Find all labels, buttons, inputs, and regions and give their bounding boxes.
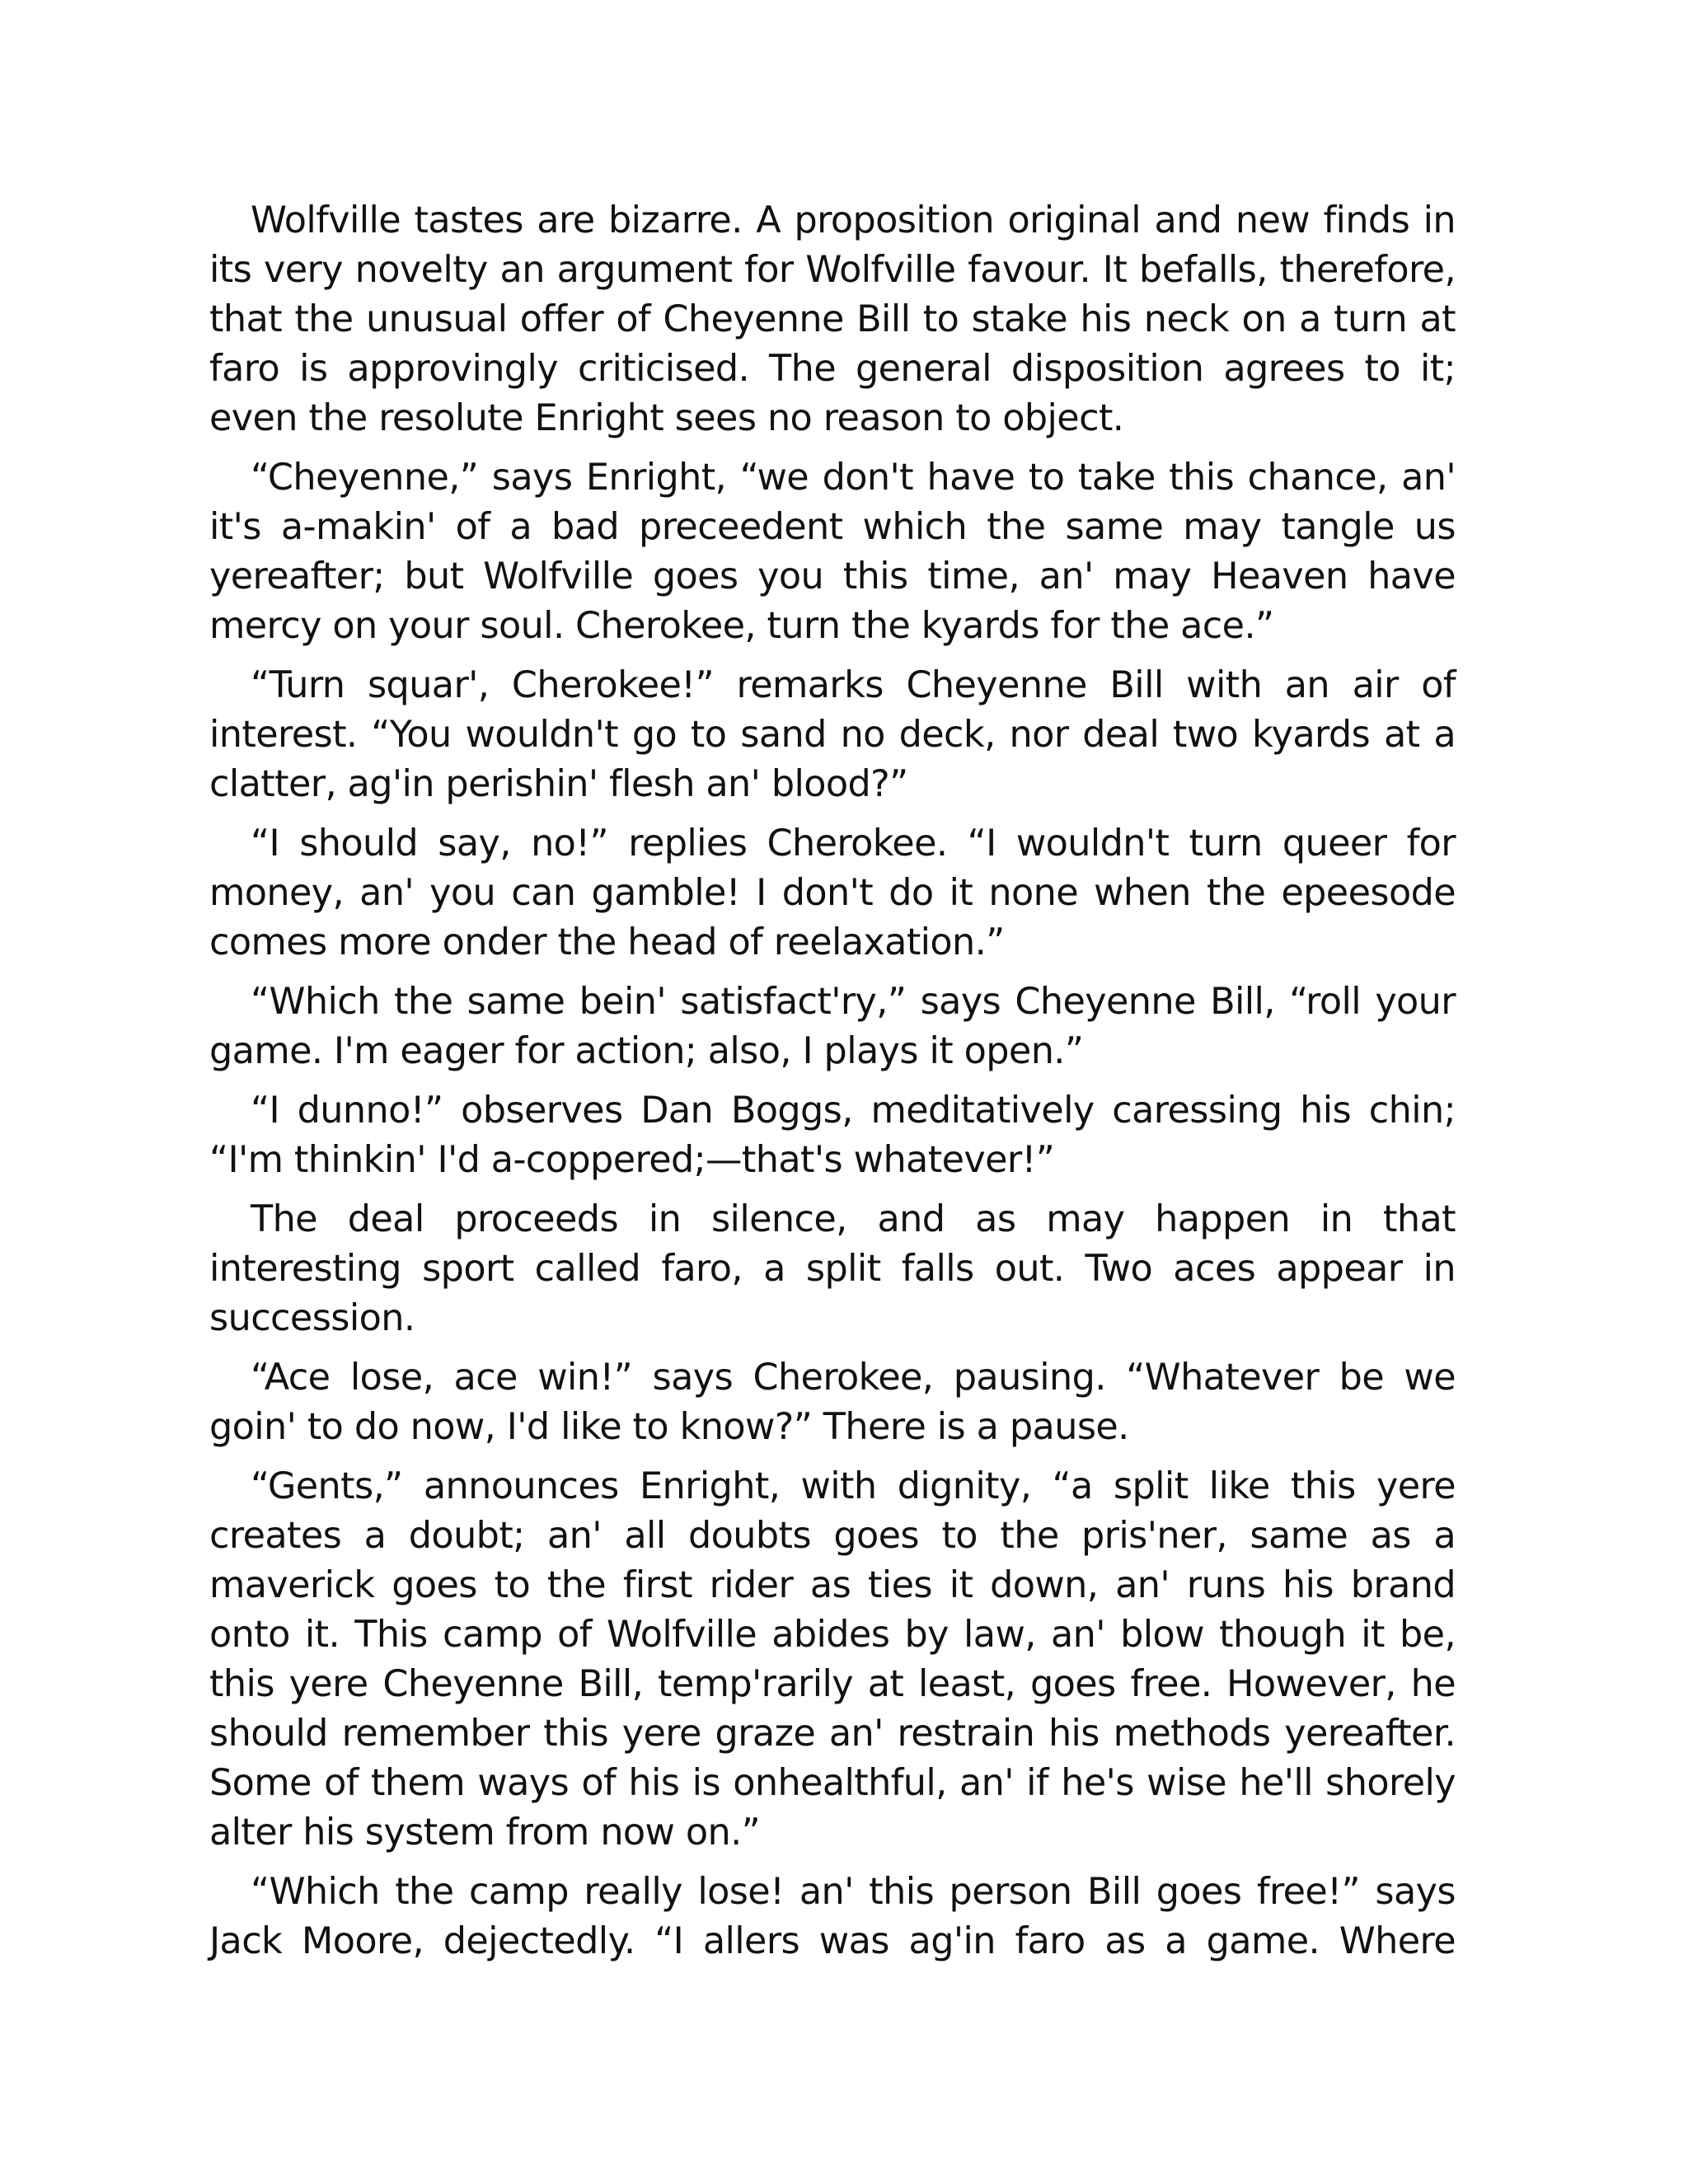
paragraph-3: “Turn squar', Cherokee!” remarks Cheyenne Bill with an air of interest. “You wouldn't go to sand no deck, nor deal two kyards at a clatter, ag'in perishin' flesh an' blood?” (209, 664, 1456, 805)
paragraph-5: “Which the same bein' satisfact'ry,” says Cheyenne Bill, “roll your game. I'm eager for action; also, I plays it open.” (209, 981, 1456, 1072)
paragraph-10: “Which the camp really lose! an' this person Bill goes free!” says Jack Moore, dejectedly. “I allers was ag'in faro as a game. Where (209, 1871, 1456, 1962)
paragraph-2: “Cheyenne,” says Enright, “we don't have to take this chance, an' it's a-makin' of a bad preceedent which the same may tangle us yereafter; but Wolfville goes you this time, an' may Heaven have mercy on your soul. Cherokee, turn the kyards for the ace.” (209, 457, 1456, 647)
page-body (209, 196, 1456, 1966)
paragraph-4: “I should say, no!” replies Cherokee. “I wouldn't turn queer for money, an' you can gamble! I don't do it none when the epeesode comes more onder the head of reelaxation.” (209, 823, 1456, 963)
paragraph-7: The deal proceeds in silence, and as may happen in that interesting sport called faro, a split falls out. Two aces appear in succession. (209, 1198, 1456, 1339)
paragraph-1: Wolfville tastes are bizarre. A proposition original and new finds in its very novelty an argument for Wolfville favour. It befalls, therefore, that the unusual offer of Cheyenne Bill to stake his neck on a turn at faro is approvingly criticised. The general disposition agrees to it; even the resolute Enright sees no reason to object. (209, 199, 1456, 439)
paragraph-8: “Ace lose, ace win!” says Cherokee, pausing. “Whatever be we goin' to do now, I'd like to know?” There is a pause. (209, 1357, 1456, 1448)
paragraph-9: “Gents,” announces Enright, with dignity, “a split like this yere creates a doubt; an' all doubts goes to the pris'ner, same as a maverick goes to the first rider as ties it down, an' runs his brand onto it. This camp of Wolfville abides by law, an' blow though it be, this yere Cheyenne Bill, temp'rarily at least, goes free. However, he should remember this yere graze an' restrain his methods yereafter. Some of them ways of his is onhealthful, an' if he's wise he'll shorely alter his system from now on.” (209, 1465, 1456, 1854)
paragraph-6: “I dunno!” observes Dan Boggs, meditatively caressing his chin; “I'm thinkin' I'd a-coppered;—that's whatever!” (209, 1090, 1456, 1181)
